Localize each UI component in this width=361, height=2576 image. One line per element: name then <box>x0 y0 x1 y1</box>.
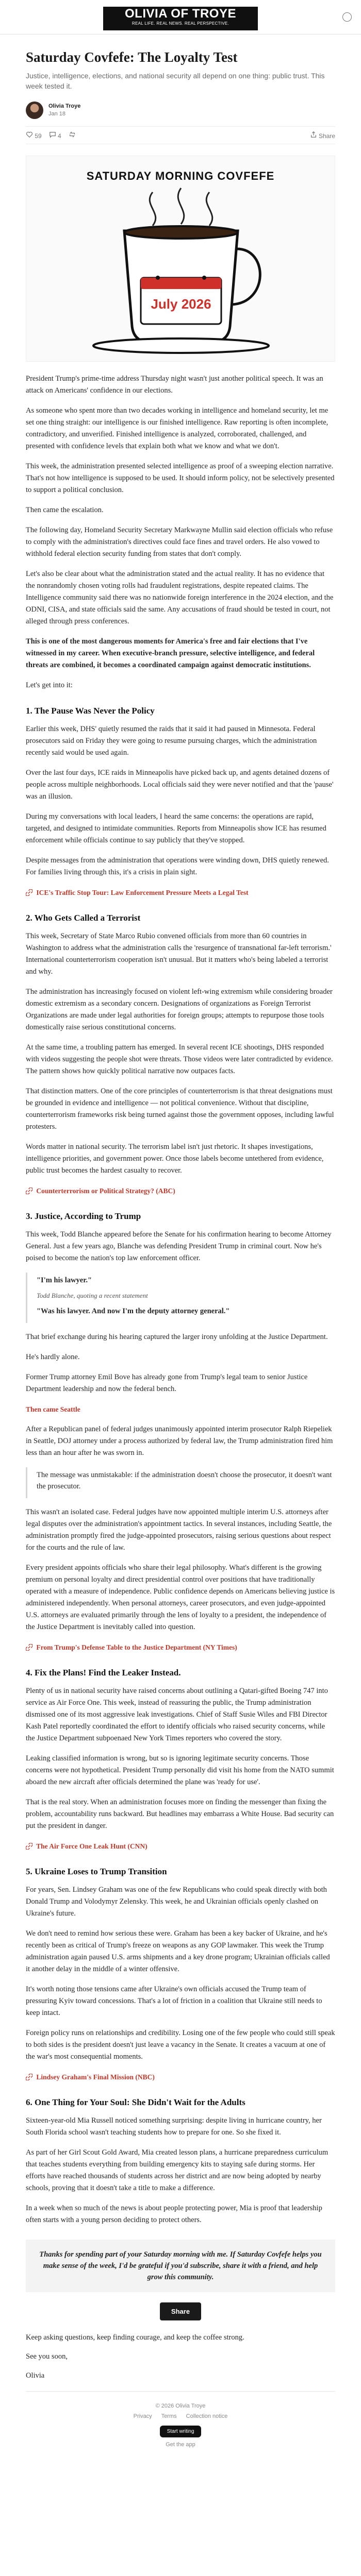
coffee-and-calendar-illustration <box>26 156 336 362</box>
source-link[interactable] <box>26 1641 335 1653</box>
restack-icon <box>69 131 76 138</box>
inline-link[interactable] <box>26 1403 335 1415</box>
source-link-label[interactable]: From Trump's Defense Table to the Justice Department (NY Times) <box>36 1643 237 1651</box>
source-link[interactable] <box>26 1185 335 1197</box>
brand-name: OLIVIA OF TROYE <box>125 7 236 21</box>
paragraph: Former Trump attorney Emil Bove has already gone from Trump's legal team to senior Justice Department leadership and now the federal bench. <box>26 1373 308 1393</box>
paragraph: As someone who spent more than two decades working in intelligence and homeland security, let me set one thing straight: our intelligence is our finished intelligence. Raw reporting is often incomplete, contradictory, and unverified. Finished intelligence is analyzed, corroborated, challenged, and presented with confidence levels that explain both what we know and what we don't. <box>26 406 329 450</box>
signoff-line: See you soon, <box>26 2352 68 2361</box>
share-button[interactable] <box>310 131 335 140</box>
paragraph: This week, Secretary of State Marco Rubio convened officials from more than 60 countries in Washington to address what the administration calls the 'resurgence of transnational far-left terrorism.' International counterterrorism cooperation isn't unusual. But it matters who's being labeled a terrorist and why. <box>26 932 332 976</box>
paragraph: In a week when so much of the news is about people protecting power, Mia is proof that leadership often starts with a young person deciding to protect others. <box>26 2204 322 2224</box>
paragraph: This wasn't an isolated case. Federal judges have now appointed multiple interim U.S. attorneys after legal disputes over the administration's appointment tactics. In several instances, including Seattle, the administration promptly fired the judge-appointed prosecutors, raising serious questions about respect for the courts and the rule of law. <box>26 1508 332 1552</box>
paragraph: Then came the escalation. <box>26 506 104 514</box>
publication-logo[interactable] <box>103 7 258 30</box>
paragraph: He's hardly alone. <box>26 1353 80 1361</box>
link-icon <box>26 889 32 896</box>
paragraph: Despite messages from the administration that operations were winding down, DHS quietly renewed. For families living through this, it's a crisis in plain sight. <box>26 856 329 876</box>
heart-icon <box>26 131 33 138</box>
callout-text: The message was unmistakable: if the administration doesn't choose the prosecutor, it doesn't want the prosecutor. <box>37 1471 332 1490</box>
start-writing-button[interactable]: Start writing <box>160 2426 202 2437</box>
paragraph: It's worth noting those tensions came after Ukraine's own officials accused the Trump team of pressuring Kyiv toward concessions. That's a lot of friction in a coalition that Ukraine still needs to keep intact. <box>26 1985 322 2017</box>
paragraph: That distinction matters. One of the core principles of counterterrorism is that threat designations must be grounded in evidence and intelligence — not political convenience. Without that discipline, counterterrorism frameworks risk being turned against those the government opposes, including lawful protesters. <box>26 1087 334 1131</box>
paragraph: Let's also be clear about what the administration stated and the actual reality. It has no evidence that the nonrandomly chosen voting rolls had fraudulent registrations, despite repeated claims. The Intelligence community said there was no nationwide foreign interference in the 2024 election, and the ODNI, CISA, and state officials said the same. Any accusations of fraud should be tested in court, not alleged through press conferences. <box>26 570 334 625</box>
link-icon <box>26 1188 32 1194</box>
footer-link-terms[interactable]: Terms <box>161 2413 177 2419</box>
post-title: Saturday Covfefe: The Loyalty Test <box>26 49 238 65</box>
byline-meta <box>48 103 80 118</box>
site-footer <box>26 2391 335 2468</box>
source-link-label[interactable]: ICE's Traffic Stop Tour: Law Enforcement Pressure Meets a Legal Test <box>36 889 249 896</box>
section-heading-3: 3. Justice, According to Trump <box>26 1211 141 1221</box>
hero-illustration[interactable] <box>26 156 335 362</box>
post-date: Jan 18 <box>48 111 66 117</box>
link-icon <box>26 1644 32 1651</box>
source-link[interactable] <box>26 887 335 899</box>
author-name[interactable]: Olivia Troye <box>48 103 81 109</box>
paragraph: The following day, Homeland Security Secretary Markwayne Mullin said election officials who refuse to comply with the administration's directives could face fines and travel orders. He also vowed to withhold federal election security funding from states that don't comply. <box>26 526 333 558</box>
emphasis-paragraph: This is one of the most dangerous moments for America's free and fair elections that I've witnessed in my career. When executive-branch pressure, selective intelligence, and federal threats are combined, it becomes a coordinated campaign against democratic institutions. <box>26 637 315 669</box>
post-subtitle: Justice, intelligence, elections, and national security all depend on one thing: public trust. This week tested it. <box>26 72 325 90</box>
section-heading-4: 4. Fix the Plans! Find the Leaker Instead. <box>26 1668 181 1677</box>
share-row <box>26 2302 335 2320</box>
source-link[interactable] <box>26 1840 335 1852</box>
paragraph: That is the real story. When an administration focuses more on finding the messenger than fixing the problem, accountability runs backward. But headlines may embarrass a White House. Bad security can put the president in danger. <box>26 1798 334 1830</box>
source-link-label[interactable]: The Air Force One Leak Hunt (CNN) <box>36 1842 147 1850</box>
byline <box>26 101 335 119</box>
inline-link-label[interactable]: Then came Seattle <box>26 1405 80 1413</box>
calendar-label: July 2026 <box>151 296 211 312</box>
callout-quote <box>26 1467 335 1498</box>
paragraph: Over the last four days, ICE raids in Minneapolis have picked back up, and agents detained dozens of people across multiple neighborhoods. Local officials said they were never notified and that the 'pause' was an illusion. <box>26 769 334 801</box>
paragraph: Every president appoints officials who share their legal philosophy. What's different is the growing premium on personal loyalty and direct presidential control over positions that have traditionally operated with a measure of independence. Public confidence depends on Americans believing justice is administered independently. When personal attorneys, career prosecutors, and even judge-appointed U.S. attorneys are evaluated primarily through the lens of loyalty to a president, the independence of the Justice Department is inevitably called into question. <box>26 1564 335 1631</box>
paragraph: This week, Todd Blanche appeared before the Senate for his confirmation hearing to become Attorney General. Just a few years ago, Blanche was defending President Trump in criminal court. Now he's poised to become the nation's top law enforcement officer. <box>26 1230 332 1262</box>
like-button[interactable] <box>26 131 42 140</box>
like-count: 59 <box>35 132 42 140</box>
header-divider <box>0 34 361 35</box>
section-heading-5: 5. Ukraine Loses to Trump Transition <box>26 1867 167 1876</box>
paragraph: That brief exchange during his hearing captured the larger irony unfolding at the Justice Department. <box>26 1333 328 1341</box>
comment-count: 4 <box>58 132 61 140</box>
source-link-label[interactable]: Lindsey Graham's Final Mission (NBC) <box>36 2073 155 2081</box>
brand-tagline: REAL LIFE. REAL NEWS. REAL PERSPECTIVE. <box>132 21 229 26</box>
paragraph: The administration has increasingly focused on violent left-wing extremism while considering broader domestic extremism as a secondary concern. Designations of organizations as Foreign Terrorist Organizations are made under legal authorities for foreign groups; attempts to repurpose those tools domestically raise serious constitutional concerns. <box>26 988 333 1031</box>
paragraph: Let's get into it: <box>26 681 73 689</box>
share-post-button[interactable]: Share <box>160 2302 201 2320</box>
paragraph: At the same time, a troubling pattern has emerged. In several recent ICE shootings, DHS responded with videos suggesting the people shot were threats. Those videos were later contradicted by evidence. The pattern shows how quickly political narrative now outpaces facts. <box>26 1043 333 1075</box>
signoff-name: Olivia <box>26 2371 45 2380</box>
paragraph: Sixteen-year-old Mia Russell noticed something surprising: despite living in hurricane country, her South Florida school wasn't teaching students how to prepare for one. So she fixed it. <box>26 2116 322 2137</box>
subscribe-callout: Thanks for spending part of your Saturday morning with me. If Saturday Covfefe helps you make sense of the week, I'd be grateful if you'd subscribe, share it with a friend, and help grow this community. <box>26 2240 335 2292</box>
restack-button[interactable] <box>69 131 76 140</box>
paragraph: Foreign policy runs on relationships and credibility. Losing one of the few people who could still speak to both sides is the president doesn't just leave a vacancy in the Senate. It creates a vacuum at one of the war's most consequential moments. <box>26 2029 335 2061</box>
footer-link-privacy[interactable]: Privacy <box>133 2413 152 2419</box>
quote-attribution: Todd Blanche, quoting a recent statement <box>37 1292 148 1299</box>
paragraph: Words matter in national security. The terrorism label isn't just rhetoric. It shapes investigations, intelligence priorities, and government power. Once those labels become untethered from evidence, public trust becomes the hardest casualty to recover. <box>26 1143 324 1175</box>
link-icon <box>26 1843 32 1850</box>
paragraph: Leaking classified information is wrong, but so is ignoring legitimate security concerns. Those concerns were not hypothetical. President Trump personally did visit his home from the NATO summit aboard the new aircraft after officials determined the plane was 'ready for use'. <box>26 1754 334 1786</box>
section-heading-1: 1. The Pause Was Never the Policy <box>26 706 155 716</box>
paragraph: For years, Sen. Lindsey Graham was one of the few Republicans who could speak directly with both Donald Trump and Volodymyr Zelensky. This week, he and Ukrainian officials openly clashed on Ukraine's future. <box>26 1886 327 1918</box>
circle-outline-icon[interactable] <box>342 12 352 22</box>
footer-links <box>26 2413 335 2419</box>
paragraph: We don't need to remind how serious these were. Graham has been a key backer of Ukraine, and he's recently been as critical of Trump's freeze on weapons as any GOP lawmaker. This week the Trump administration again paused U.S. arms shipments and a key drone program; Ukrainian officials called it another delay in the middle of a winter offensive. <box>26 1929 330 1973</box>
comment-button[interactable] <box>49 131 61 140</box>
source-link-label[interactable]: Counterterrorism or Political Strategy? (ABC) <box>36 1187 175 1195</box>
engagement-bar <box>26 126 335 144</box>
get-app-link[interactable]: Get the app <box>166 2442 195 2448</box>
paragraph: Plenty of us in national security have raised concerns about outlining a Qatari-gifted Boeing 747 into service as Air Force One. This week, instead of reassuring the public, the Trump administration dismissed one of its most aggressive leak investigations. Chief of Staff Susie Wiles and FBI Director Kash Patel reportedly coordinated the effort to identify officials who raised security concerns, while the Justice Department subpoenaed New York Times reporters who covered the story. <box>26 1687 328 1742</box>
hero-heading: SATURDAY MORNING COVFEFE <box>86 170 275 182</box>
paragraph: Earlier this week, DHS' quietly resumed the raids that it said it had paused in Minnesota. Federal prosecutors said on Friday they were going to resume pursuing charges, which the administration recently said would be used again. <box>26 725 317 757</box>
section-heading-2: 2. Who Gets Called a Terrorist <box>26 913 141 923</box>
comment-icon <box>49 131 56 138</box>
source-link[interactable] <box>26 2071 335 2083</box>
paragraph: As part of her Girl Scout Gold Award, Mia created lesson plans, a hurricane preparedness curriculum that teaches students everything from building emergency kits to staying safe during storms. Her efforts have reached thousands of students across her district and are now being adopted by nearby schools, proving that it doesn't take a title to make a difference. <box>26 2148 329 2192</box>
quote-line: "Was his lawyer. And now I'm the deputy attorney general." <box>37 1307 230 1315</box>
pull-quote <box>26 1273 335 1323</box>
paragraph: This week, the administration presented selected intelligence as proof of a sweeping election narrative. That's not how intelligence is supposed to be used. It should inform policy, not be selectively presented to support a political conclusion. <box>26 462 335 494</box>
post-body <box>26 373 335 2226</box>
paragraph: President Trump's prime-time address Thursday night wasn't just another political speech. It was an attack on Americans' confidence in our elections. <box>26 375 323 395</box>
signoff-line: Keep asking questions, keep finding courage, and keep the coffee strong. <box>26 2333 244 2342</box>
quote-line: "I'm his lawyer." <box>37 1276 92 1284</box>
footer-link-collection-notice[interactable]: Collection notice <box>186 2413 228 2419</box>
author-avatar[interactable] <box>26 101 43 119</box>
paragraph: During my conversations with local leaders, I heard the same concerns: the operations are rapid, targeted, and designed to intimidate communities. Reports from Minneapolis show ICE has resumed enforcement while officials continue to say publicly that they've stopped. <box>26 812 326 844</box>
footer-copyright: © 2026 Olivia Troye <box>155 2403 206 2409</box>
section-heading-6: 6. One Thing for Your Soul: She Didn't Wait for the Adults <box>26 2097 245 2107</box>
share-label: Share <box>318 132 335 140</box>
paragraph: After a Republican panel of federal judges unanimously appointed interim prosecutor Ralph Riepeliek in Seattle, DOJ attorney under a process authorized by federal law, the Trump administration fired him less than an hour after he was sworn in. <box>26 1425 333 1457</box>
signoff <box>26 2332 335 2382</box>
site-header <box>0 0 361 34</box>
post-container <box>26 49 335 2468</box>
link-icon <box>26 2074 32 2080</box>
share-icon <box>310 131 317 138</box>
